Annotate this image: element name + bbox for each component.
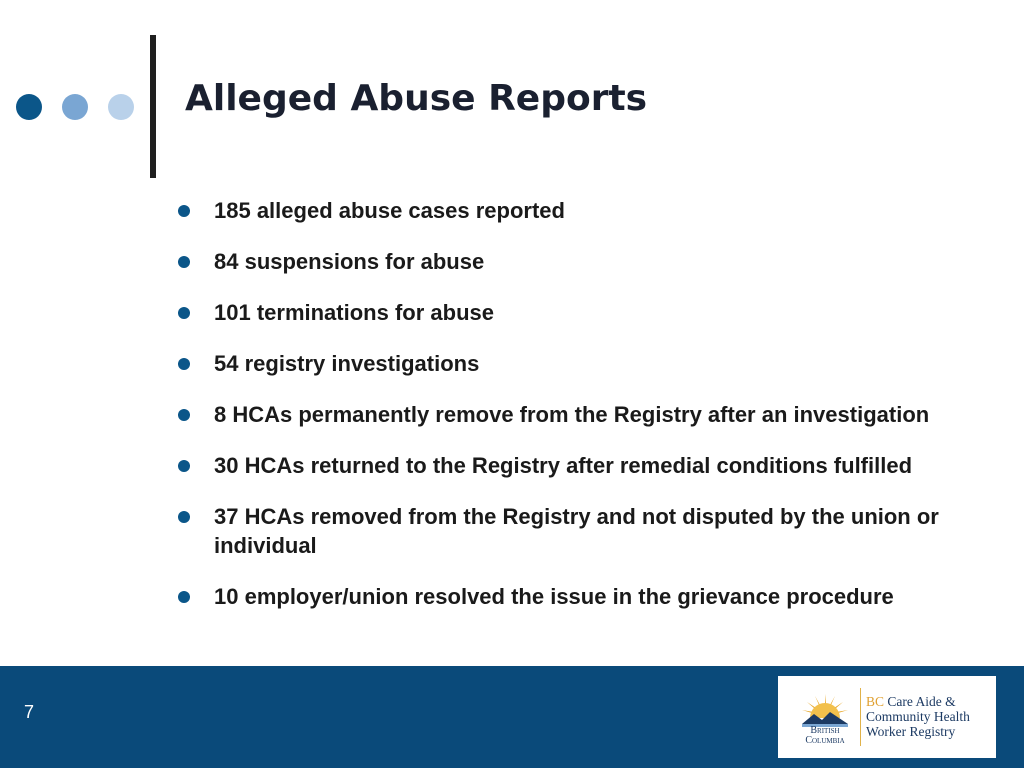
bullet-text: 185 alleged abuse cases reported bbox=[214, 198, 565, 223]
list-item bbox=[176, 502, 1016, 560]
list-item bbox=[176, 349, 1016, 378]
logo-divider bbox=[860, 688, 861, 746]
bullet-text: 101 terminations for abuse bbox=[214, 300, 494, 325]
province-line-1: British bbox=[810, 725, 840, 736]
title-divider bbox=[150, 35, 156, 178]
registry-line-1 bbox=[866, 694, 992, 709]
bullet-icon bbox=[178, 591, 190, 603]
registry-line-3: Worker Registry bbox=[866, 724, 956, 739]
bullet-text: 54 registry investigations bbox=[214, 351, 480, 376]
bullet-icon bbox=[178, 256, 190, 268]
list-item bbox=[176, 400, 1016, 429]
registry-logo bbox=[778, 676, 996, 758]
bullet-text: 8 HCAs permanently remove from the Registry after an investigation bbox=[214, 402, 930, 427]
slide-title: Alleged Abuse Reports bbox=[185, 78, 648, 119]
decorative-dots bbox=[16, 94, 134, 120]
dark-blue-dot bbox=[16, 94, 42, 120]
bullet-text: 37 HCAs removed from the Registry and not disputed by the union or individual bbox=[214, 504, 939, 558]
list-item bbox=[176, 451, 1016, 480]
british-columbia-wordmark bbox=[795, 726, 855, 746]
bullet-icon bbox=[178, 205, 190, 217]
bullet-list bbox=[176, 196, 1016, 633]
bullet-text: 84 suspensions for abuse bbox=[214, 249, 485, 274]
bullet-text: 30 HCAs returned to the Registry after remedial conditions fulfilled bbox=[214, 453, 913, 478]
light-blue-dot bbox=[108, 94, 134, 120]
bc-prefix: BC bbox=[866, 694, 885, 709]
registry-line-2: Community Health bbox=[866, 709, 970, 724]
page-number: 7 bbox=[24, 702, 35, 722]
bullet-icon bbox=[178, 358, 190, 370]
registry-name bbox=[866, 694, 992, 739]
registry-line-1-text: Care Aide & bbox=[887, 694, 956, 709]
list-item bbox=[176, 196, 1016, 225]
bullet-icon bbox=[178, 307, 190, 319]
mid-blue-dot bbox=[62, 94, 88, 120]
list-item bbox=[176, 247, 1016, 276]
footer-bar bbox=[0, 666, 1024, 768]
province-line-2: Columbia bbox=[805, 735, 845, 746]
bullet-icon bbox=[178, 460, 190, 472]
list-item bbox=[176, 298, 1016, 327]
bullet-icon bbox=[178, 511, 190, 523]
bullet-text: 10 employer/union resolved the issue in the grievance procedure bbox=[214, 584, 894, 609]
list-item bbox=[176, 582, 1016, 611]
bullet-icon bbox=[178, 409, 190, 421]
